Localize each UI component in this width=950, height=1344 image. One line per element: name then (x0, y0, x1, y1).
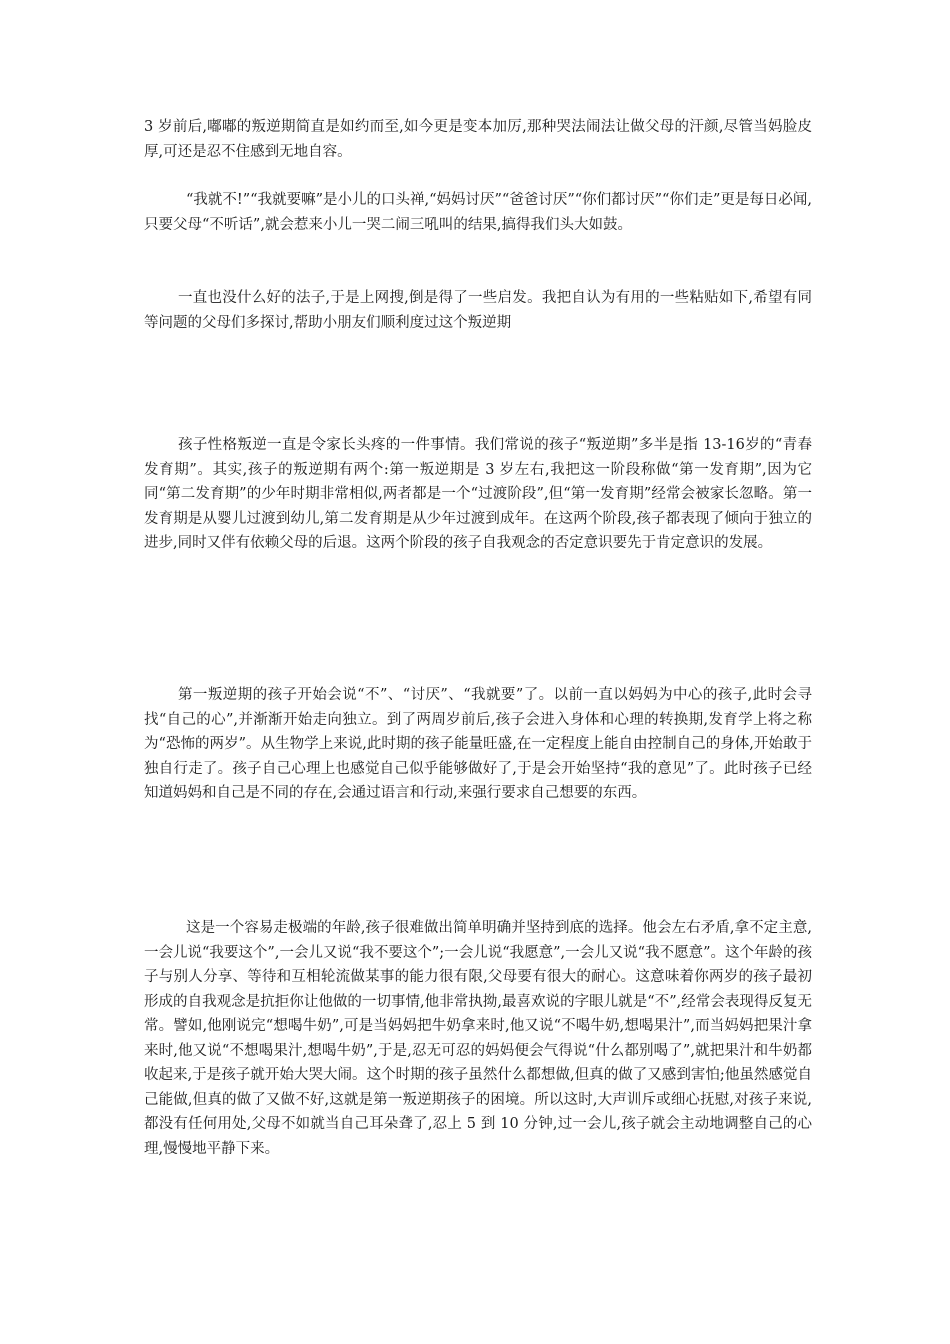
paragraph-search: 一直也没什么好的法子,于是上网搜,倒是得了一些启发。我把自认为有用的一些粘贴如下,希望有同等问题的父母们多探讨,帮助小朋友们顺利度过这个叛逆期 (144, 290, 812, 331)
paragraph-first-rebellious-period: 第一叛逆期的孩子开始会说“不”、“讨厌”、“我就要”了。以前一直以妈妈为中心的孩子,此时会寻找“自己的心”,并渐渐开始走向独立。到了两周岁前后,孩子会进入身体和心理的转换期,发育学上将之称为“恐怖的两岁”。从生物学上来说,此时期的孩子能量旺盛,在一定程度上能自由控制自己的身体,开始敢于独自行走了。孩子自己心理上也感觉自己似乎能够做好了,于是会开始坚持“我的意见”了。此时孩子已经知道妈妈和自己是不同的存在,会通过语言和行动,来强行要求自己想要的东西。 (144, 687, 812, 801)
paragraph-extreme-age: 这是一个容易走极端的年龄,孩子很难做出简单明确并坚持到底的选择。他会左右矛盾,拿不定主意,一会儿说“我要这个”,一会儿又说“我不要这个”;一会儿说“我愿意”,一会儿又说“我不愿意”。这个年龄的孩子与别人分享、等待和互相轮流做某事的能力很有限,父母要有很大的耐心。这意味着你两岁的孩子最初形成的自我观念是抗拒你让他做的一切事情,他非常执拗,最喜欢说的字眼儿就是“不”,经常会表现得反复无常。譬如,他刚说完“想喝牛奶”,可是当妈妈把牛奶拿来时,他又说“不喝牛奶,想喝果汁”,而当妈妈把果汁拿来时,他又说“不想喝果汁,想喝牛奶”,于是,忍无可忍的妈妈便会气得说“什么都别喝了”,就把果汁和牛奶都收起来,于是孩子就开始大哭大闹。这个时期的孩子虽然什么都想做,但真的做了又感到害怕;他虽然感觉自己能做,但真的做了又做不好,这就是第一叛逆期孩子的困境。所以这时,大声训斥或细心抚慰,对孩子来说,都没有任何用处,父母不如就当自己耳朵聋了,忍上 5 到 10 分钟,过一会儿,孩子就会主动地调整自己的心理,慢慢地平静下来。 (144, 920, 812, 1157)
paragraph-intro: 3 岁前后,嘟嘟的叛逆期简直是如约而至,如今更是变本加厉,那种哭法闹法让做父母的汗颜,尽管当妈脸皮厚,可还是忍不住感到无地自容。 (144, 119, 812, 160)
paragraph-two-rebellious-periods: 孩子性格叛逆一直是令家长头疼的一件事情。我们常说的孩子“叛逆期”多半是指 13-16岁的“青春发育期”。其实,孩子的叛逆期有两个:第一叛逆期是 3 岁左右,我把这一阶段称做“第一发育期”,因为它同“第二发育期”的少年时期非常相似,两者都是一个“过渡阶段”,但“第一发育期”经常会被家长忽略。第一发育期是从婴儿过渡到幼儿,第二发育期是从少年过渡到成年。在这两个阶段,孩子都表现了倾向于独立的进步,同时又伴有依赖父母的后退。这两个阶段的孩子自我观念的否定意识要先于肯定意识的发展。 (144, 437, 812, 551)
paragraph-catchphrases: “我就不!”“我就要嘛”是小儿的口头禅,“妈妈讨厌”“爸爸讨厌”“你们都讨厌”“你们走”更是每日必闻,只要父母“不听话”,就会惹来小儿一哭二闹三吼叫的结果,搞得我们头大如鼓。 (144, 192, 812, 233)
